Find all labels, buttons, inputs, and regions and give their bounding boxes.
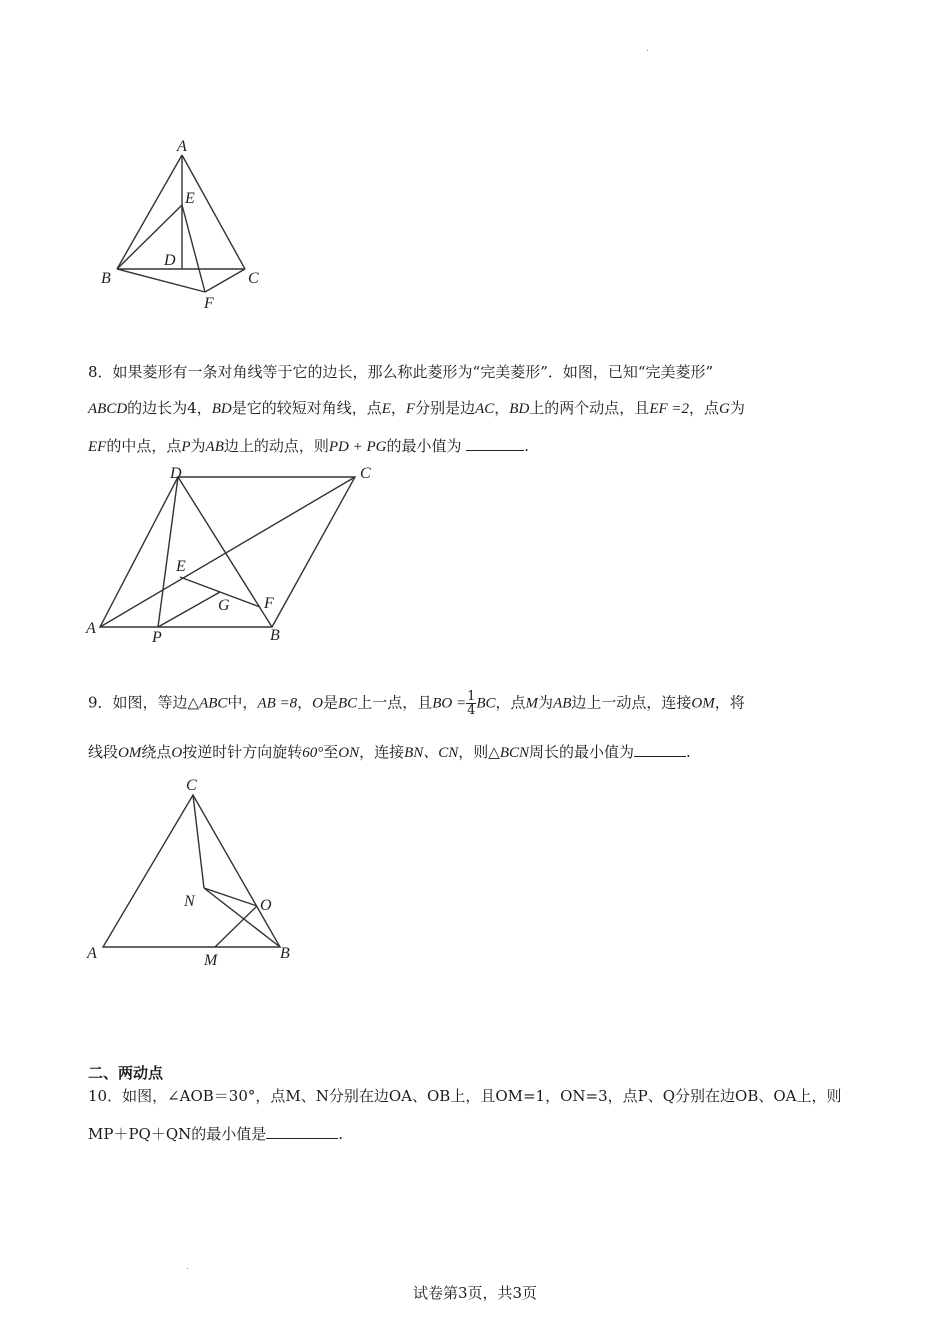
fig8-label-G: G <box>218 597 230 614</box>
q9-line-2: 线段OM绕点O按逆时针方向旋转60°至ON，连接BN、CN，则△BCN周长的最小值为 . <box>88 743 691 761</box>
fig8-label-E: E <box>176 558 186 575</box>
fig7-segment-AC <box>182 155 245 269</box>
q8-answer-blank[interactable] <box>466 436 524 451</box>
fig7-segment-EF <box>182 205 205 292</box>
bottom-dot-mark: . <box>186 1262 189 1272</box>
fig9-label-N: N <box>184 893 195 910</box>
q9-fraction: $\frac{1}{4}$ <box>467 689 476 718</box>
q10-line-2: MP＋PQ＋QN的最小值是 . <box>88 1125 344 1143</box>
fig9-label-O: O <box>260 897 272 914</box>
fig8-label-C: C <box>360 465 371 482</box>
q8-line-3: EF的中点，点P为AB边上的动点，则PD + PG的最小值为 . <box>88 437 530 455</box>
q10-answer-blank[interactable] <box>266 1124 338 1139</box>
q9-answer-blank[interactable] <box>634 742 686 757</box>
fig7-label-C: C <box>248 270 259 287</box>
figure-q7 <box>95 135 275 315</box>
top-dot-mark: . <box>646 44 649 54</box>
fig8-label-P: P <box>152 629 162 646</box>
fig8-segment-PD <box>158 477 178 627</box>
fig8-label-B: B <box>270 627 280 644</box>
fig8-segment-PG <box>158 592 220 627</box>
page-footer: 试卷第3页，共3页 <box>412 1284 538 1302</box>
fig9-segment-CN <box>193 795 204 888</box>
fig9-label-A: A <box>87 945 97 962</box>
fig9-label-B: B <box>280 945 290 962</box>
section-two-title: 二、两动点 <box>88 1064 164 1082</box>
fig7-segment-CF <box>205 269 245 292</box>
fig8-label-F: F <box>264 595 274 612</box>
q10-line-1: 10．如图，∠AOB＝30°，点M、N分别在边OA、OB上，且OM=1，ON=3，点P、Q分别在边OB、OA上，则 <box>88 1087 842 1105</box>
fig8-label-A: A <box>86 620 96 637</box>
figure-q9 <box>80 770 310 975</box>
fig9-segment-NO <box>204 888 257 906</box>
fig7-label-D: D <box>164 252 176 269</box>
fig7-label-A: A <box>177 138 187 155</box>
fig7-segment-BF <box>117 269 205 292</box>
fig9-label-M: M <box>204 952 218 969</box>
q8-line-1: 8．如果菱形有一条对角线等于它的边长，那么称此菱形为“完美菱形”．如图，已知“完美菱形” <box>88 363 714 381</box>
fig9-triangle-ABC <box>103 795 280 947</box>
fig7-label-B: B <box>101 270 111 287</box>
fig8-label-D: D <box>170 465 182 482</box>
fig7-label-F: F <box>204 295 214 312</box>
q9-line-1: 9．如图，等边△ABC中，AB =8，O是BC上一点，且BO = $\frac{1}{4}$ BC，点M为AB边上一动点，连接OM，将 <box>88 689 745 718</box>
fig7-label-E: E <box>185 190 195 207</box>
fig9-label-C: C <box>186 777 197 794</box>
q8-line-2: ABCD的边长为4，BD是它的较短对角线，点E，F分别是边AC，BD上的两个动点，且EF =2，点G为 <box>88 399 745 417</box>
figure-q8 <box>80 460 380 650</box>
